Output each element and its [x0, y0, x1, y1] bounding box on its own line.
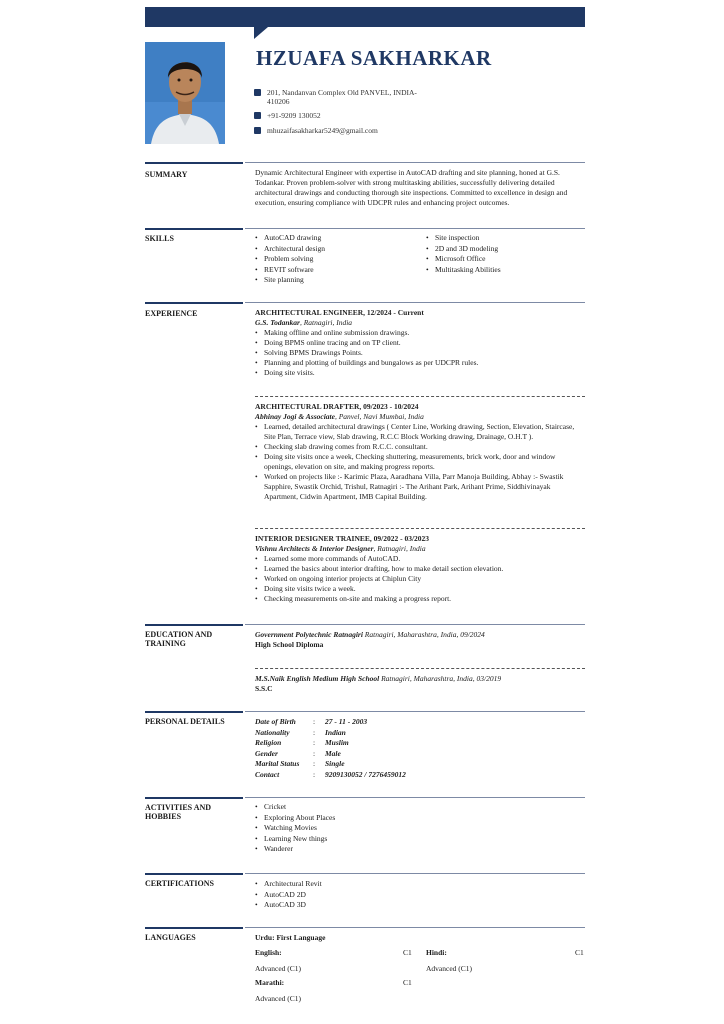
detail-value: 27 - 11 - 2003	[325, 717, 368, 726]
contact-address	[254, 88, 427, 106]
list-item: • Problem solving	[255, 254, 415, 265]
detail-row: Date of Birth : 27 - 11 - 2003	[255, 717, 368, 726]
detail-value: Single	[325, 759, 345, 768]
list-item: • Learned some more commands of AutoCAD.	[255, 554, 583, 564]
list-item: • Doing site visits once a week, Checking shuttering, measurements, brick work, door and window openings, elevation on site, and making progress reports.	[255, 452, 583, 472]
list-item: • Checking slab drawing comes from R.C.C. consultant.	[255, 442, 583, 452]
header-bar	[145, 7, 585, 27]
experience-heading: EXPERIENCE	[145, 309, 198, 318]
list-item: • Planning and plotting of buildings and bungalows as per UDCPR rules.	[255, 358, 583, 368]
location-icon	[254, 89, 261, 96]
section-rule-right	[245, 162, 585, 163]
certifications-list	[255, 879, 575, 911]
skills-heading: SKILLS	[145, 234, 174, 243]
company-location: , Ratnagiri, India	[299, 318, 353, 327]
list-item: • Exploring About Places	[255, 813, 575, 824]
section-rule-right	[245, 797, 585, 798]
job-duties	[255, 422, 583, 502]
detail-row: Contact : 9209130052 / 7276459012	[255, 769, 406, 779]
list-item: • Learned the basics about interior drafting, how to make detail section elevation.	[255, 564, 583, 574]
entry-divider	[255, 396, 585, 397]
education-entry	[255, 630, 583, 650]
email-text[interactable]: mhuzaifasakharkar5249@gmail.com	[267, 126, 378, 135]
school-name: Government Polytechnic Ratnagiri	[255, 630, 363, 639]
skills-list-right	[426, 233, 584, 275]
section-rule-left	[145, 228, 243, 230]
job-duties	[255, 554, 583, 604]
contact-email	[254, 126, 378, 135]
summary-text: Dynamic Architectural Engineer with expertise in AutoCAD drafting and site planning, honed at G.S. Todankar. Proven problem-solver with strong multitasking abilities, successfully delivering detailed architectural drawings and conducting thorough site inspections. Committed to excellence in design and execution, ensuring compliance with UDCPR rules and enhancing project outcomes.	[255, 168, 568, 207]
list-item: • Learned, detailed architectural drawings ( Center Line, Working drawing, Section, Elevation, Staircase, Site Plan, Terrace view, Slab drawing, R.C.C Block Working drawing, Drainage, O.H.T ).	[255, 422, 583, 442]
summary-heading: SUMMARY	[145, 170, 188, 179]
school-location: Ratnagiri, Maharashtra, India, 09/2024	[362, 630, 485, 639]
list-item: • Multitasking Abilities	[426, 265, 584, 276]
section-rule-left	[145, 624, 243, 626]
list-item: • AutoCAD 3D	[255, 900, 575, 911]
company-location: , Ratnagiri, India	[373, 544, 426, 553]
list-item: • Doing BPMS online tracing and on TP client.	[255, 338, 583, 348]
detail-value: 9209130052 / 7276459012	[325, 769, 406, 779]
detail-row: Marital Status : Single	[255, 759, 345, 768]
detail-label: Nationality	[255, 727, 290, 737]
section-rule-right	[245, 927, 585, 928]
list-item: • Wanderer	[255, 844, 575, 855]
job-entry	[255, 308, 583, 378]
list-item: • Watching Movies	[255, 823, 575, 834]
section-rule-left	[145, 162, 243, 164]
address-text: 201, Nandanvan Complex Old PANVEL, INDIA-410206	[267, 88, 417, 106]
detail-value: Male	[325, 748, 341, 758]
detail-label: Gender	[255, 748, 278, 758]
detail-value: Indian	[325, 727, 346, 737]
section-rule-right	[245, 873, 585, 874]
language-level: Advanced (C1)	[255, 964, 302, 973]
list-item: • Architectural design	[255, 244, 415, 255]
detail-label: Date of Birth	[255, 717, 296, 726]
language-level: Advanced (C1)	[255, 994, 302, 1003]
job-title: INTERIOR DESIGNER TRAINEE, 09/2022 - 03/2023	[255, 534, 430, 543]
school-name: M.S.Naik English Medium High School	[255, 674, 380, 683]
personal-details	[255, 717, 583, 780]
phone-icon	[254, 112, 261, 119]
company-location: , Panvel, Navi Mumbai, India	[334, 412, 424, 421]
list-item: • Doing site visits twice a week.	[255, 584, 583, 594]
email-icon	[254, 127, 261, 134]
list-item: • Checking measurements on-site and making a progress report.	[255, 594, 583, 604]
list-item: • Cricket	[255, 802, 575, 813]
job-entry	[255, 534, 583, 604]
list-item: • 2D and 3D modeling	[426, 244, 584, 255]
language-level: Advanced (C1)	[426, 964, 473, 973]
section-rule-left	[145, 302, 243, 304]
section-rule-right	[245, 624, 585, 625]
degree: High School Diploma	[255, 640, 324, 649]
section-rule-left	[145, 873, 243, 875]
list-item: • Architectural Revit	[255, 879, 575, 890]
activities-list	[255, 802, 575, 855]
company-name: G.S. Todankar	[255, 318, 300, 327]
company-name: Abhinay Jogi & Associate	[255, 412, 335, 421]
first-language: Urdu: First Language	[255, 933, 326, 942]
section-rule-right	[245, 711, 585, 712]
section-rule-left	[145, 927, 243, 929]
skills-list-left	[255, 233, 415, 286]
job-title: ARCHITECTURAL DRAFTER, 09/2023 - 10/2024	[255, 402, 419, 411]
list-item: • Site inspection	[426, 233, 584, 244]
list-item: • Making offline and online submission drawings.	[255, 328, 583, 338]
language-name: Marathi:	[255, 978, 285, 987]
entry-divider	[255, 528, 585, 529]
header-notch	[254, 27, 268, 39]
language-code: C1	[575, 948, 584, 957]
list-item: • Worked on ongoing interior projects at Chiplun City	[255, 574, 583, 584]
list-item: • Doing site visits.	[255, 368, 583, 378]
profile-photo	[145, 42, 225, 144]
language-name: English:	[255, 948, 282, 957]
company-name: Vishnu Architects & Interior Designer	[255, 544, 374, 553]
detail-label: Marital Status	[255, 759, 300, 768]
detail-row: Religion : Muslim	[255, 738, 349, 747]
phone-text: +91-9209 130052	[267, 111, 321, 120]
degree: S.S.C	[255, 684, 273, 693]
list-item: • REVIT software	[255, 265, 415, 276]
job-duties	[255, 328, 583, 378]
list-item: • Microsoft Office	[426, 254, 584, 265]
entry-divider	[255, 668, 585, 669]
detail-label: Religion	[255, 738, 282, 747]
job-entry	[255, 402, 583, 502]
section-rule-left	[145, 797, 243, 799]
certifications-heading: CERTIFICATIONS	[145, 879, 214, 888]
list-item: • Worked on projects like :- Karimic Plaza, Aaradhana Villa, Parr Manoja Building, Abhay :- Swastik Sapphire, Swastik Orchid, Trishul, Ratnagiri :- The Arihant Park, Arihant Prime, Siddhivinayak Apartment, Cidwin Apartment, IMB Capital Building.	[255, 472, 583, 502]
detail-row: Gender : Male	[255, 748, 341, 758]
candidate-name: HZUAFA SAKHARKAR	[256, 46, 492, 70]
education-heading: EDUCATION AND TRAINING	[145, 630, 213, 648]
section-rule-right	[245, 302, 585, 303]
activities-heading: ACTIVITIES AND HOBBIES	[145, 803, 212, 821]
list-item: • AutoCAD drawing	[255, 233, 415, 244]
language-name: Hindi:	[426, 948, 447, 957]
languages-heading: LANGUAGES	[145, 933, 196, 942]
detail-row: Nationality : Indian	[255, 727, 346, 737]
list-item: • AutoCAD 2D	[255, 890, 575, 901]
detail-label: Contact	[255, 769, 280, 779]
section-rule-left	[145, 711, 243, 713]
list-item: • Learning New things	[255, 834, 575, 845]
education-entry	[255, 674, 583, 694]
section-rule-right	[245, 228, 585, 229]
contact-phone	[254, 111, 321, 120]
list-item: • Solving BPMS Drawings Points.	[255, 348, 583, 358]
school-location: Ratnagiri, Maharashtra, India, 03/2019	[379, 674, 502, 683]
list-item: • Site planning	[255, 275, 415, 286]
language-code: C1	[403, 948, 412, 957]
language-code: C1	[403, 978, 412, 987]
personal-heading: PERSONAL DETAILS	[145, 717, 225, 726]
detail-value: Muslim	[325, 738, 349, 747]
job-title: ARCHITECTURAL ENGINEER, 12/2024 - Current	[255, 308, 424, 317]
